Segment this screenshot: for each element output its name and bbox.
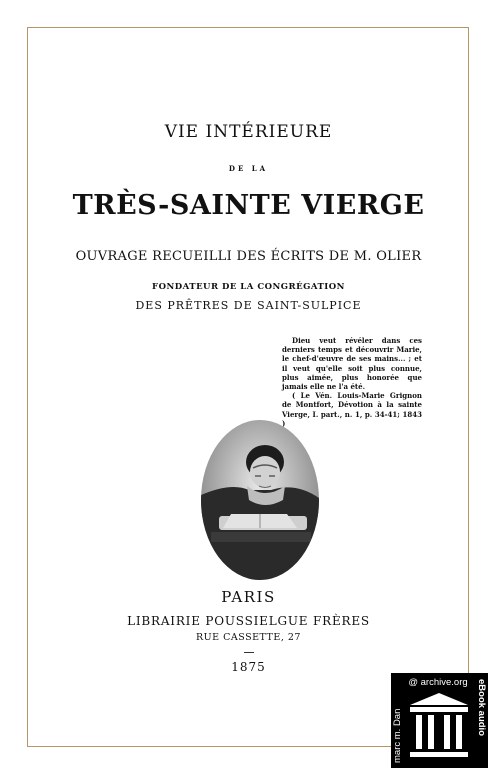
- epigraph: [282, 336, 422, 428]
- publisher-address: RUE CASSETTE, 27: [196, 632, 301, 643]
- fondateur-line: FONDATEUR DE LA CONGRÉGATION: [152, 282, 345, 292]
- stamp-left-text: marc m. Dan: [392, 708, 403, 763]
- main-title: TRÈS-SAINTE VIERGE: [72, 190, 425, 221]
- publication-year: 1875: [231, 660, 266, 674]
- archive-stamp: [391, 673, 488, 768]
- archive-building-icon: [408, 691, 470, 763]
- title-de-la: DE LA: [228, 164, 269, 173]
- stamp-right-text: eBook audio: [476, 679, 487, 737]
- epigraph-citation: ( Le Vén. Louis-Marie Grignon de Montfort, Dévotion à la sainte Vierge, I. part., n. 1, p. 34-41; 1843 ): [282, 391, 422, 428]
- publisher-name: LIBRAIRIE POUSSIELGUE FRÈRES: [127, 614, 370, 628]
- portrait-image: [201, 420, 319, 580]
- pretres-line: DES PRÊTRES DE SAINT-SULPICE: [135, 299, 362, 312]
- subtitle: OUVRAGE RECUEILLI DES ÉCRITS DE M. OLIER: [75, 249, 422, 264]
- divider: [244, 652, 254, 653]
- stamp-top-text: @ archive.org: [408, 677, 468, 688]
- publisher-city: PARIS: [221, 588, 276, 606]
- title-line-1: VIE INTÉRIEURE: [164, 122, 333, 142]
- epigraph-quote: Dieu veut révéler dans ces derniers temps et découvrir Marie, le chef-d'œuvre de ses mains... ; et il veut qu'elle soit plus connue, plus aimée, plus honorée que jamais elle ne l'a été.: [282, 336, 422, 392]
